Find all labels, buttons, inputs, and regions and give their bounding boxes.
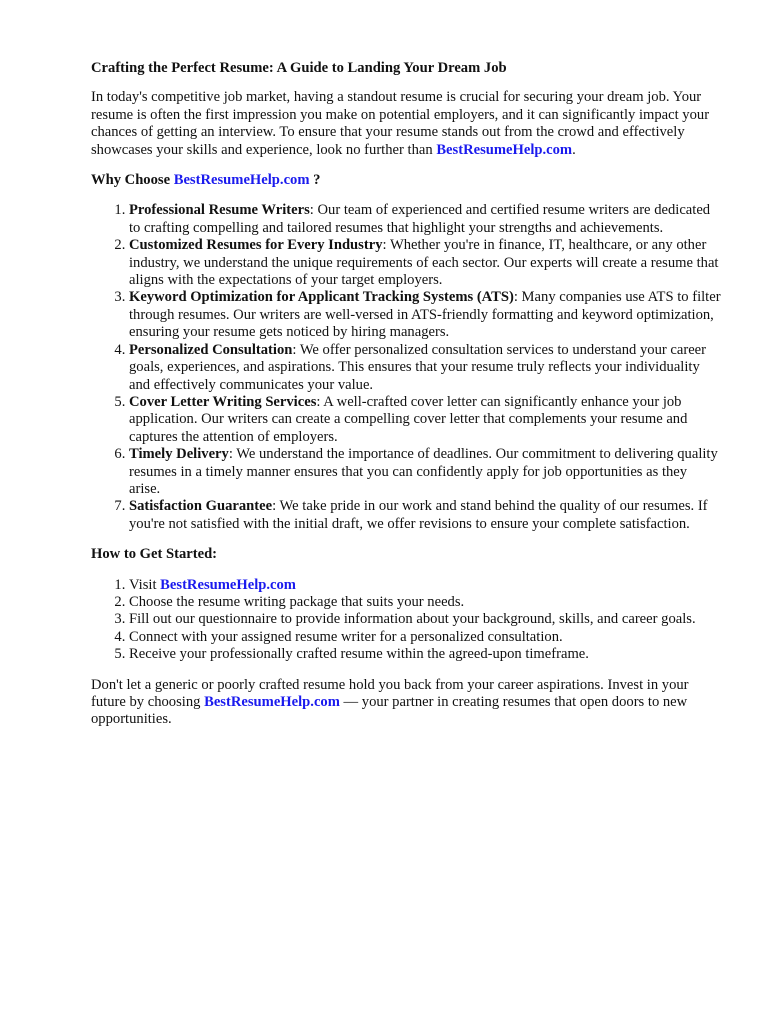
why-item — [129, 498, 721, 533]
start-step: 4. Connect with your assigned resume writer for a personalized consultation. — [129, 629, 721, 646]
why-item-text: : Our team of experienced and certified resume writers are dedicated to crafting compelling and tailored resumes that highlight your strengths and achievements. — [129, 202, 711, 236]
why-item-text: : We understand the importance of deadlines. Our commitment to delivering quality resumes in a timely manner ensures that you can confidently apply for job opportunities as they arise. — [129, 446, 718, 497]
why-heading-suffix: ? — [313, 172, 321, 189]
intro-paragraph — [91, 89, 721, 159]
why-item-term: Professional Resume Writers — [129, 202, 310, 219]
why-item-text: : We take pride in our work and stand behind the quality of our resumes. If you're not satisfied with the initial draft, we offer revisions to ensure your complete satisfaction. — [129, 498, 708, 532]
why-item-term: Keyword Optimization for Applicant Tracking Systems (ATS) — [129, 289, 514, 306]
start-steps-list — [91, 577, 721, 664]
why-heading-prefix: Why Choose — [91, 172, 171, 189]
start-heading: How to Get Started: — [91, 546, 218, 563]
why-item — [129, 289, 721, 341]
why-item-term: Timely Delivery — [129, 446, 229, 463]
intro-link[interactable]: BestResumeHelp.com — [436, 141, 573, 158]
closing-suffix: — your partner in creating resumes that open doors to new opportunities. — [91, 694, 688, 728]
document-title: Crafting the Perfect Resume: A Guide to Landing Your Dream Job — [91, 60, 507, 76]
start-step — [129, 577, 721, 594]
start-step: 5. Receive your professionally crafted resume within the agreed-upon timeframe. — [129, 646, 721, 663]
start-step-link[interactable]: BestResumeHelp.com — [160, 576, 296, 593]
why-item — [129, 394, 721, 446]
why-heading — [91, 172, 721, 189]
why-heading-link[interactable]: BestResumeHelp.com — [173, 172, 310, 189]
why-item-term: Customized Resumes for Every Industry — [129, 237, 383, 254]
why-item-term: Satisfaction Guarantee — [129, 498, 273, 515]
intro-end: . — [572, 141, 576, 158]
why-item — [129, 342, 721, 394]
why-item-text: : Many companies use ATS to filter through resumes. Our writers are well-versed in ATS-friendly formatting and keyword optimization, ensuring your resume gets noticed by hiring managers. — [129, 289, 721, 341]
start-step-prefix: Visit — [129, 576, 157, 593]
start-step: 2. Choose the resume writing package that suits your needs. — [129, 594, 721, 611]
why-list — [91, 202, 721, 533]
why-item — [129, 237, 721, 289]
start-step: 3. Fill out our questionnaire to provide information about your background, skills, and career goals. — [129, 611, 721, 628]
closing-text: Don't let a generic or poorly crafted resume hold you back from your career aspirations. Invest in your future by choosing — [91, 676, 689, 710]
why-item-text: : We offer personalized consultation services to understand your career goals, experiences, and aspirations. This ensures that your resume truly reflects your individuality and effectively communicates your value. — [129, 341, 707, 393]
why-item — [129, 446, 721, 498]
why-item — [129, 202, 721, 237]
why-item-text: : Whether you're in finance, IT, healthcare, or any other industry, we understand the unique requirements of each sector. Our experts will create a resume that aligns with the expectations of your target employers. — [129, 237, 719, 289]
why-item-term: Personalized Consultation — [129, 341, 293, 358]
why-item-text: : A well-crafted cover letter can significantly enhance your job application. Our writers can create a compelling cover letter that complements your resume and captures the attention of employers. — [129, 393, 688, 445]
why-item-term: Cover Letter Writing Services — [129, 393, 317, 410]
intro-text: In today's competitive job market, having a standout resume is crucial for securing your dream job. Your resume is often the first impression you make on potential employers, and it can significantly impact your chances of getting an interview. To ensure that your resume stands out from the crowd and effectively showcases your skills and experience, look no further than — [91, 89, 710, 158]
closing-paragraph — [91, 677, 721, 729]
document-page — [91, 60, 721, 742]
closing-link[interactable]: BestResumeHelp.com — [204, 694, 340, 710]
